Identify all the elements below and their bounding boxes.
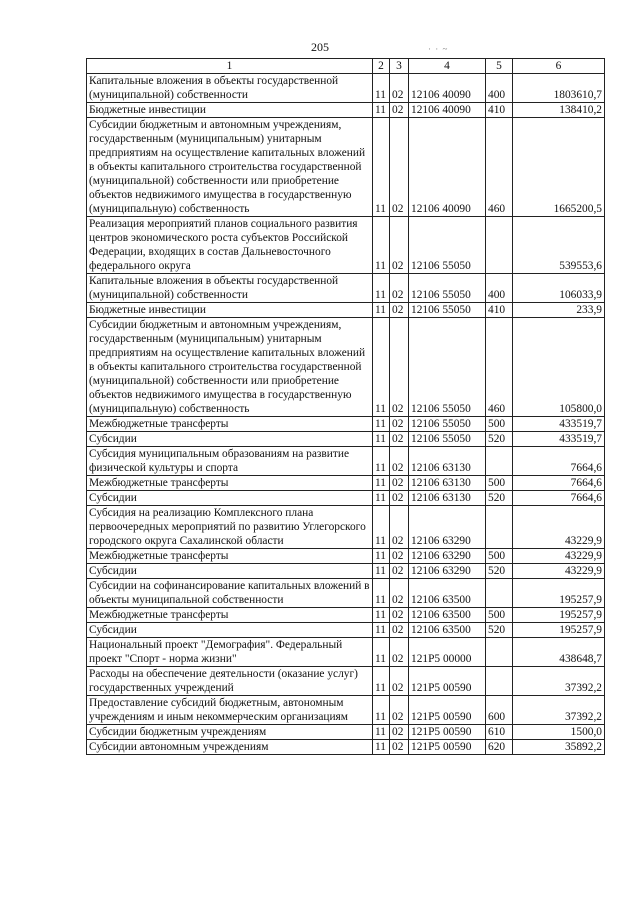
- target-article-code: 12106 63130: [409, 476, 486, 491]
- table-row: [87, 491, 605, 506]
- expense-type-code: [486, 579, 513, 608]
- expense-type-code: 620: [486, 740, 513, 755]
- target-article-code: 12106 63500: [409, 579, 486, 608]
- table-row: [87, 417, 605, 432]
- section-code: 11: [373, 696, 390, 725]
- expense-type-code: 610: [486, 725, 513, 740]
- row-name: Межбюджетные трансферты: [87, 549, 373, 564]
- amount: 539553,6: [513, 217, 605, 274]
- expense-type-code: 500: [486, 476, 513, 491]
- row-name: Субсидии бюджетным и автономным учреждениям, государственным (муниципальным) унитарным предприятиям на осуществление капитальных вложений в объекты капитального строительства государственной (муниципальной) собственности или приобретение объектов недвижимого имущества в государственную (муниципальную) собственность: [87, 118, 373, 217]
- column-header: 2: [373, 59, 390, 74]
- section-code: 11: [373, 579, 390, 608]
- section-code: 11: [373, 103, 390, 118]
- expense-type-code: [486, 217, 513, 274]
- target-article-code: 12106 40090: [409, 118, 486, 217]
- target-article-code: 12106 63290: [409, 549, 486, 564]
- row-name: Субсидия муниципальным образованиям на развитие физической культуры и спорта: [87, 447, 373, 476]
- amount: 7664,6: [513, 491, 605, 506]
- amount: 43229,9: [513, 506, 605, 549]
- budget-table: [86, 58, 605, 755]
- amount: 233,9: [513, 303, 605, 318]
- table-row: [87, 564, 605, 579]
- table-row: [87, 118, 605, 217]
- subsection-code: 02: [390, 506, 409, 549]
- row-name: Субсидии: [87, 491, 373, 506]
- section-code: 11: [373, 303, 390, 318]
- expense-type-code: 500: [486, 549, 513, 564]
- section-code: 11: [373, 447, 390, 476]
- table-row: [87, 432, 605, 447]
- table-row: [87, 667, 605, 696]
- table-row: [87, 103, 605, 118]
- amount: 7664,6: [513, 476, 605, 491]
- subsection-code: 02: [390, 274, 409, 303]
- table-row: [87, 318, 605, 417]
- section-code: 11: [373, 564, 390, 579]
- subsection-code: 02: [390, 476, 409, 491]
- expense-type-code: 520: [486, 623, 513, 638]
- section-code: 11: [373, 318, 390, 417]
- section-code: 11: [373, 740, 390, 755]
- table-row: [87, 506, 605, 549]
- row-name: Субсидии бюджетным учреждениям: [87, 725, 373, 740]
- subsection-code: 02: [390, 638, 409, 667]
- target-article-code: 12106 55050: [409, 417, 486, 432]
- row-name: Субсидии бюджетным и автономным учреждениям, государственным (муниципальным) унитарным предприятиям на осуществление капитальных вложений в объекты капитального строительства государственной (муниципальной) собственности или приобретение объектов недвижимого имущества в государственную (муниципальную) собственность: [87, 318, 373, 417]
- row-name: Предоставление субсидий бюджетным, автономным учреждениям и иным некоммерческим организациям: [87, 696, 373, 725]
- section-code: 11: [373, 638, 390, 667]
- table-row: [87, 274, 605, 303]
- expense-type-code: [486, 638, 513, 667]
- page-number: 205: [311, 40, 329, 54]
- section-code: 11: [373, 608, 390, 623]
- amount: 105800,0: [513, 318, 605, 417]
- row-name: Субсидии: [87, 564, 373, 579]
- table-row: [87, 476, 605, 491]
- subsection-code: 02: [390, 417, 409, 432]
- subsection-code: 02: [390, 432, 409, 447]
- section-code: 11: [373, 417, 390, 432]
- table-row: [87, 217, 605, 274]
- amount: 7664,6: [513, 447, 605, 476]
- target-article-code: 12106 63130: [409, 447, 486, 476]
- table-row: [87, 696, 605, 725]
- target-article-code: 12106 63500: [409, 608, 486, 623]
- column-header: 6: [513, 59, 605, 74]
- target-article-code: 121P5 00590: [409, 667, 486, 696]
- subsection-code: 02: [390, 564, 409, 579]
- subsection-code: 02: [390, 118, 409, 217]
- amount: 433519,7: [513, 432, 605, 447]
- amount: 195257,9: [513, 608, 605, 623]
- target-article-code: 12106 55050: [409, 303, 486, 318]
- target-article-code: 12106 55050: [409, 432, 486, 447]
- row-name: Субсидии: [87, 432, 373, 447]
- row-name: Бюджетные инвестиции: [87, 303, 373, 318]
- table-row: [87, 447, 605, 476]
- amount: 195257,9: [513, 579, 605, 608]
- subsection-code: 02: [390, 318, 409, 417]
- expense-type-code: 520: [486, 491, 513, 506]
- table-row: [87, 608, 605, 623]
- subsection-code: 02: [390, 608, 409, 623]
- row-name: Межбюджетные трансферты: [87, 417, 373, 432]
- amount: 43229,9: [513, 549, 605, 564]
- section-code: 11: [373, 667, 390, 696]
- row-name: Субсидии: [87, 623, 373, 638]
- row-name: Реализация мероприятий планов социального развития центров экономического роста субъектов Российской Федерации, входящих в состав Дальневосточного федерального округа: [87, 217, 373, 274]
- column-header: 5: [486, 59, 513, 74]
- expense-type-code: 410: [486, 103, 513, 118]
- target-article-code: 121P5 00590: [409, 740, 486, 755]
- subsection-code: 02: [390, 725, 409, 740]
- row-name: Субсидии автономным учреждениям: [87, 740, 373, 755]
- subsection-code: 02: [390, 740, 409, 755]
- expense-type-code: 410: [486, 303, 513, 318]
- table-row: [87, 740, 605, 755]
- subsection-code: 02: [390, 696, 409, 725]
- target-article-code: 12106 55050: [409, 274, 486, 303]
- amount: 37392,2: [513, 667, 605, 696]
- subsection-code: 02: [390, 303, 409, 318]
- subsection-code: 02: [390, 447, 409, 476]
- target-article-code: 121P5 00000: [409, 638, 486, 667]
- expense-type-code: [486, 667, 513, 696]
- row-name: Капитальные вложения в объекты государственной (муниципальной) собственности: [87, 74, 373, 103]
- row-name: Субсидии на софинансирование капитальных вложений в объекты муниципальной собственности: [87, 579, 373, 608]
- subsection-code: 02: [390, 623, 409, 638]
- expense-type-code: 500: [486, 417, 513, 432]
- column-header: 4: [409, 59, 486, 74]
- target-article-code: 121P5 00590: [409, 696, 486, 725]
- subsection-code: 02: [390, 579, 409, 608]
- target-article-code: 12106 63290: [409, 506, 486, 549]
- amount: 138410,2: [513, 103, 605, 118]
- expense-type-code: 400: [486, 274, 513, 303]
- amount: 106033,9: [513, 274, 605, 303]
- section-code: 11: [373, 432, 390, 447]
- expense-type-code: 500: [486, 608, 513, 623]
- row-name: Расходы на обеспечение деятельности (оказание услуг) государственных учреждений: [87, 667, 373, 696]
- expense-type-code: 520: [486, 564, 513, 579]
- target-article-code: 12106 63500: [409, 623, 486, 638]
- amount: 1500,0: [513, 725, 605, 740]
- table-row: [87, 623, 605, 638]
- target-article-code: 12106 40090: [409, 103, 486, 118]
- section-code: 11: [373, 725, 390, 740]
- expense-type-code: 520: [486, 432, 513, 447]
- subsection-code: 02: [390, 549, 409, 564]
- target-article-code: 121P5 00590: [409, 725, 486, 740]
- table-header-row: [87, 59, 605, 74]
- expense-type-code: 600: [486, 696, 513, 725]
- amount: 35892,2: [513, 740, 605, 755]
- amount: 195257,9: [513, 623, 605, 638]
- subsection-code: 02: [390, 491, 409, 506]
- target-article-code: 12106 55050: [409, 217, 486, 274]
- target-article-code: 12106 63290: [409, 564, 486, 579]
- row-name: Межбюджетные трансферты: [87, 608, 373, 623]
- section-code: 11: [373, 623, 390, 638]
- subsection-code: 02: [390, 217, 409, 274]
- row-name: Субсидия на реализацию Комплексного плана первоочередных мероприятий по развитию Углегорского городского округа Сахалинской области: [87, 506, 373, 549]
- amount: 37392,2: [513, 696, 605, 725]
- table-row: [87, 579, 605, 608]
- subsection-code: 02: [390, 103, 409, 118]
- target-article-code: 12106 40090: [409, 74, 486, 103]
- scan-artifact: · · ~: [428, 44, 449, 54]
- table-row: [87, 725, 605, 740]
- table-row: [87, 638, 605, 667]
- section-code: 11: [373, 476, 390, 491]
- column-header: 3: [390, 59, 409, 74]
- expense-type-code: [486, 447, 513, 476]
- expense-type-code: 460: [486, 318, 513, 417]
- row-name: Капитальные вложения в объекты государственной (муниципальной) собственности: [87, 274, 373, 303]
- target-article-code: 12106 55050: [409, 318, 486, 417]
- section-code: 11: [373, 274, 390, 303]
- expense-type-code: [486, 506, 513, 549]
- table-row: [87, 74, 605, 103]
- section-code: 11: [373, 506, 390, 549]
- subsection-code: 02: [390, 667, 409, 696]
- amount: 433519,7: [513, 417, 605, 432]
- amount: 43229,9: [513, 564, 605, 579]
- section-code: 11: [373, 217, 390, 274]
- section-code: 11: [373, 118, 390, 217]
- column-header: 1: [87, 59, 373, 74]
- row-name: Межбюджетные трансферты: [87, 476, 373, 491]
- table-row: [87, 549, 605, 564]
- table-row: [87, 303, 605, 318]
- subsection-code: 02: [390, 74, 409, 103]
- target-article-code: 12106 63130: [409, 491, 486, 506]
- section-code: 11: [373, 74, 390, 103]
- row-name: Национальный проект "Демография". Федеральный проект "Спорт - норма жизни": [87, 638, 373, 667]
- section-code: 11: [373, 491, 390, 506]
- expense-type-code: 400: [486, 74, 513, 103]
- expense-type-code: 460: [486, 118, 513, 217]
- amount: 438648,7: [513, 638, 605, 667]
- amount: 1803610,7: [513, 74, 605, 103]
- row-name: Бюджетные инвестиции: [87, 103, 373, 118]
- amount: 1665200,5: [513, 118, 605, 217]
- section-code: 11: [373, 549, 390, 564]
